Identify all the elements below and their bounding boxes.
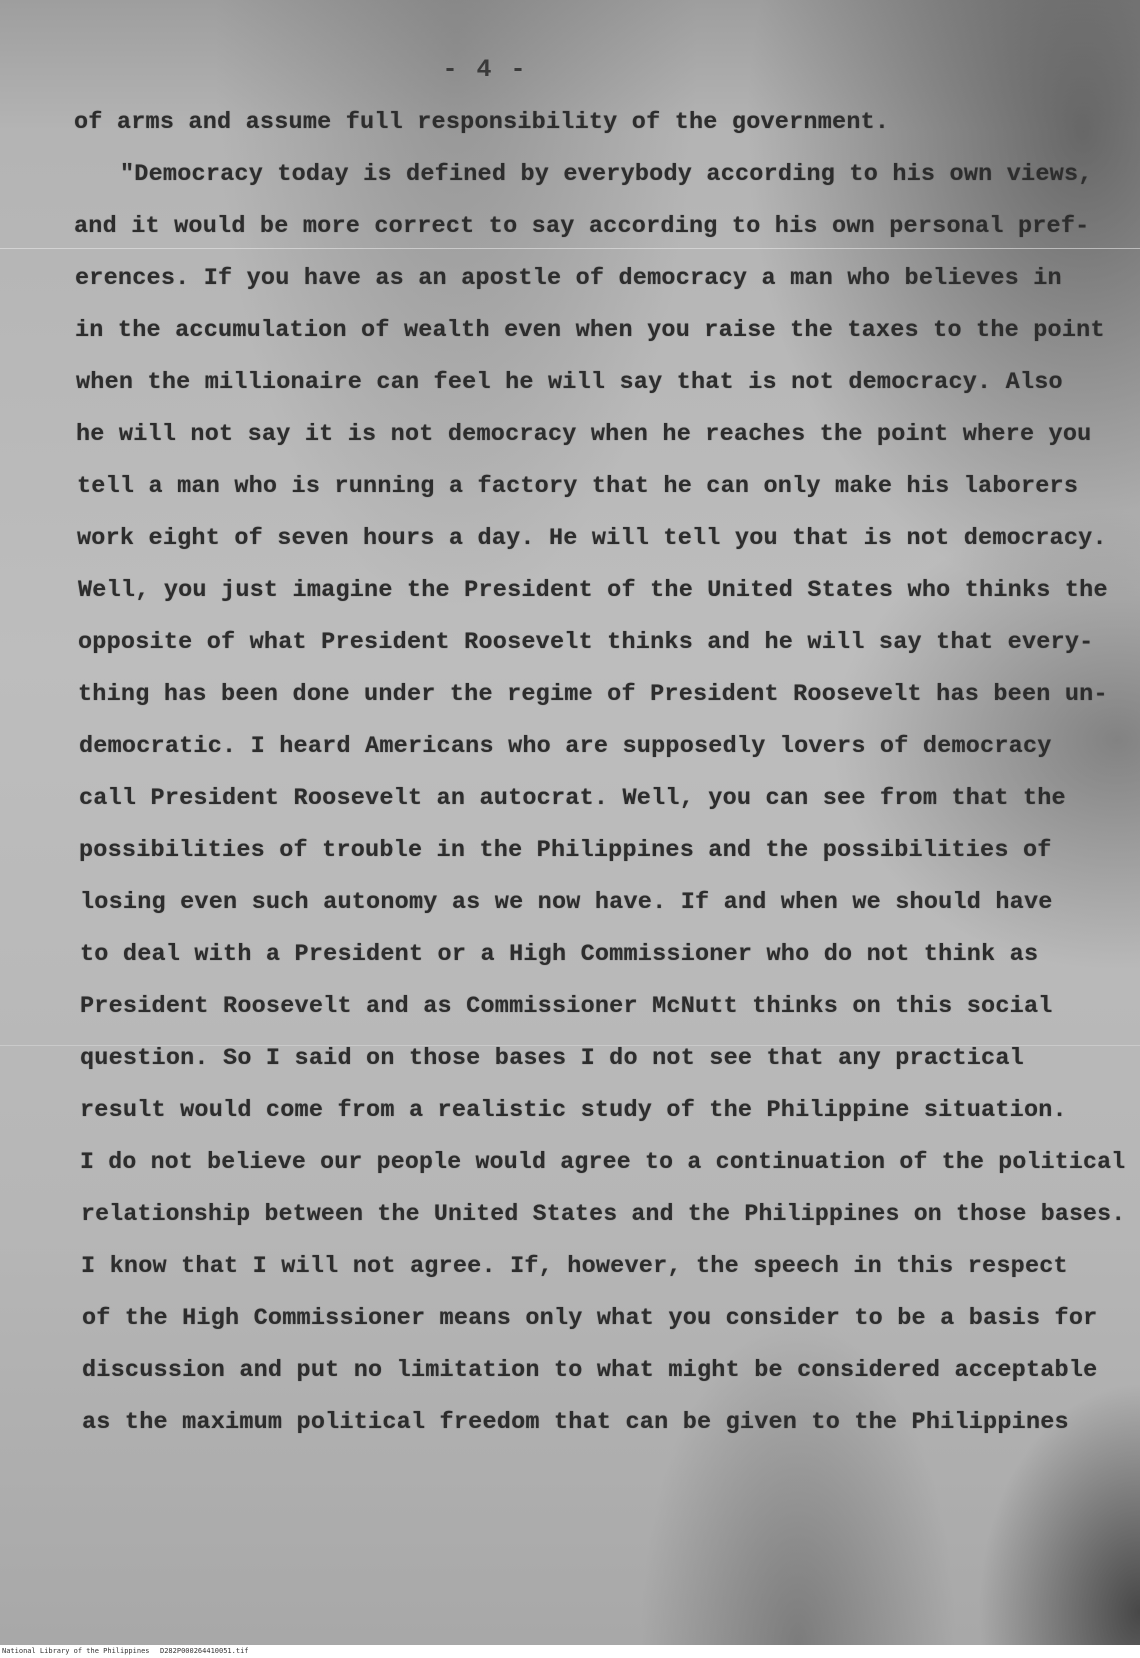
text-line: possibilities of trouble in the Philippines and the possibilities of <box>79 837 1052 864</box>
text-line: opposite of what President Roosevelt thinks and he will say that every- <box>78 629 1094 656</box>
text-line: and it would be more correct to say according to his own personal pref- <box>74 213 1090 240</box>
text-line: of the High Commissioner means only what you consider to be a basis for <box>82 1305 1098 1332</box>
text-line: result would come from a realistic study of the Philippine situation. <box>80 1097 1067 1124</box>
text-line: work eight of seven hours a day. He will tell you that is not democracy. <box>77 525 1107 552</box>
text-line: discussion and put no limitation to what might be considered acceptable <box>82 1357 1098 1384</box>
text-line: I know that I will not agree. If, however, the speech in this respect <box>81 1253 1068 1280</box>
text-line: question. So I said on those bases I do not see that any practical <box>80 1045 1024 1072</box>
footer-file-id: D282P000264410051.tif <box>160 1647 249 1655</box>
text-line: as the maximum political freedom that can be given to the Philippines <box>82 1409 1069 1436</box>
text-line: relationship between the United States and the Philippines on those bases. <box>81 1201 1126 1228</box>
text-line: I do not believe our people would agree to a continuation of the political <box>80 1149 1126 1176</box>
text-line: democratic. I heard Americans who are supposedly lovers of democracy <box>79 733 1052 760</box>
page-number: - 4 - <box>442 55 528 84</box>
footer-library-label: National Library of the Philippines <box>2 1647 150 1655</box>
scan-scratch-line <box>0 248 1140 249</box>
text-line: President Roosevelt and as Commissioner McNutt thinks on this social <box>80 993 1053 1020</box>
text-line: tell a man who is running a factory that he can only make his laborers <box>77 473 1079 500</box>
text-line: he will not say it is not democracy when he reaches the point where you <box>76 421 1092 448</box>
text-line: "Democracy today is defined by everybody according to his own views, <box>120 161 1093 188</box>
text-line: losing even such autonomy as we now have. If and when we should have <box>80 889 1053 916</box>
text-line: thing has been done under the regime of President Roosevelt has been un- <box>78 681 1108 708</box>
text-line: call President Roosevelt an autocrat. Well, you can see from that the <box>79 785 1066 812</box>
text-line: Well, you just imagine the President of the United States who thinks the <box>78 577 1108 604</box>
text-line: in the accumulation of wealth even when you raise the taxes to the point <box>75 317 1105 344</box>
text-line: erences. If you have as an apostle of democracy a man who believes in <box>75 265 1062 292</box>
text-line: of arms and assume full responsibility of the government. <box>74 109 890 136</box>
text-line: when the millionaire can feel he will say that is not democracy. Also <box>76 369 1063 396</box>
scan-footer <box>0 1645 1140 1658</box>
text-line: to deal with a President or a High Commissioner who do not think as <box>80 941 1039 968</box>
